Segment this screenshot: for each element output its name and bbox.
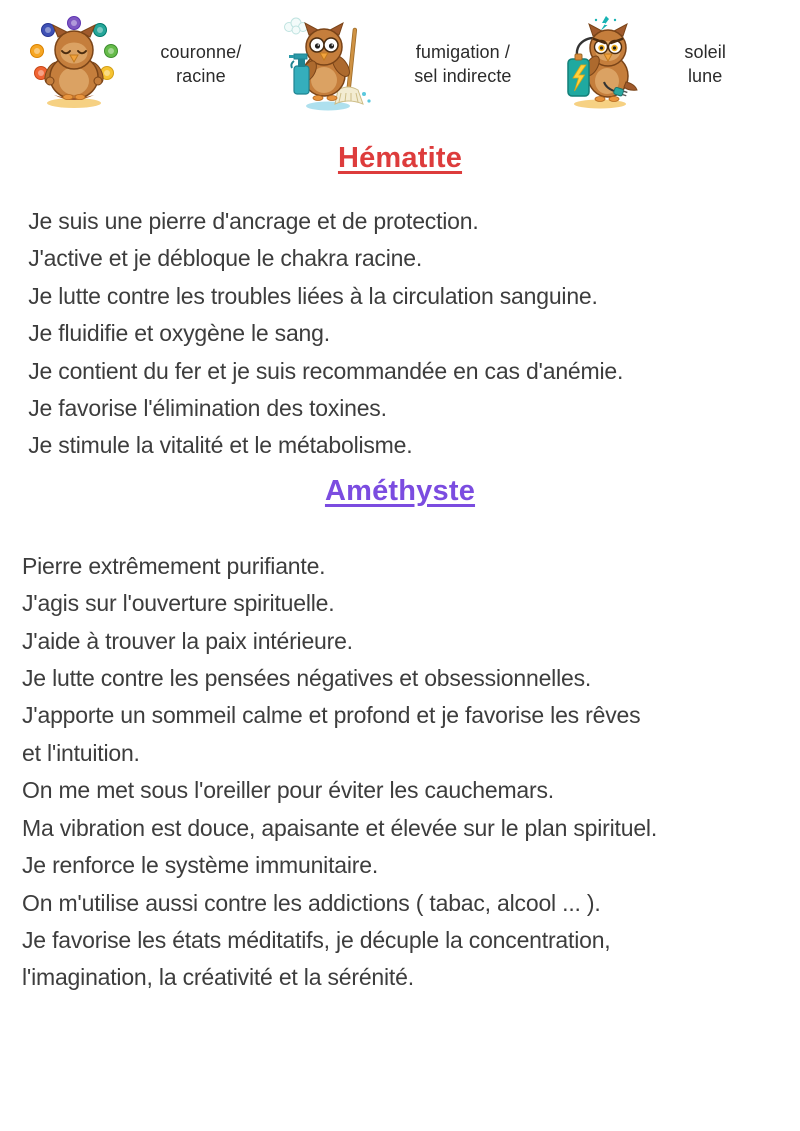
legend-header bbox=[0, 0, 800, 114]
text-line: J'agis sur l'ouverture spirituelle. bbox=[22, 590, 335, 617]
text-line: Je contient du fer et je suis recommandée en cas d'anémie. bbox=[22, 357, 624, 384]
text-line: J'apporte un sommeil calme et profond et je favorise les rêves bbox=[22, 702, 641, 729]
text-line: On me met sous l'oreiller pour éviter les cauchemars. bbox=[22, 777, 554, 804]
text-line: J'active et je débloque le chakra racine. bbox=[22, 245, 423, 272]
text-line: Je stimule la vitalité et le métabolisme. bbox=[22, 432, 413, 459]
legend-label-chakras bbox=[160, 40, 241, 88]
text-line: Ma vibration est douce, apaisante et élevée sur le plan spirituel. bbox=[22, 814, 658, 841]
legend-label-line: soleil bbox=[684, 42, 726, 62]
owl-charging-battery-icon bbox=[548, 14, 648, 114]
text-line: J'aide à trouver la paix intérieure. bbox=[22, 627, 353, 654]
legend-label-line: sel indirecte bbox=[414, 66, 512, 86]
legend-label-line: fumigation / bbox=[415, 42, 510, 62]
legend-label-line: lune bbox=[687, 66, 723, 86]
legend-label-cleaning bbox=[414, 40, 511, 88]
text-line: Je favorise l'élimination des toxines. bbox=[22, 395, 387, 422]
text-line: et l'intuition. bbox=[22, 739, 140, 766]
legend-label-line: racine bbox=[176, 66, 226, 86]
section-body-amethyste bbox=[22, 548, 800, 997]
section-title-hematite: Hématite bbox=[337, 142, 463, 174]
text-line: On m'utilise aussi contre les addictions ( tabac, alcool ... ). bbox=[22, 889, 601, 916]
text-line: l'imagination, la créativité et la sérénité. bbox=[22, 964, 414, 991]
meditating-owl-chakras-icon bbox=[24, 14, 124, 114]
section-body-hematite bbox=[22, 203, 800, 465]
legend-item-cleaning bbox=[278, 14, 378, 114]
legend-item-charging bbox=[548, 14, 648, 114]
legend-label-line: couronne/ bbox=[160, 42, 242, 62]
text-line: Je renforce le système immunitaire. bbox=[22, 852, 379, 879]
legend-label-charging bbox=[684, 40, 726, 88]
text-line: Je lutte contre les troubles liées à la circulation sanguine. bbox=[22, 282, 598, 309]
legend-item-chakras bbox=[24, 14, 124, 114]
text-line: Je suis une pierre d'ancrage et de protection. bbox=[22, 208, 479, 234]
cleaning-owl-spray-mop-icon bbox=[278, 14, 378, 114]
text-line: Je fluidifie et oxygène le sang. bbox=[22, 320, 330, 347]
text-line: Je lutte contre les pensées négatives et obsessionnelles. bbox=[22, 665, 592, 692]
section-title-amethyste: Améthyste bbox=[324, 474, 476, 507]
text-line: Je favorise les états méditatifs, je décuple la concentration, bbox=[22, 926, 611, 953]
text-line: Pierre extrêmement purifiante. bbox=[22, 552, 326, 579]
